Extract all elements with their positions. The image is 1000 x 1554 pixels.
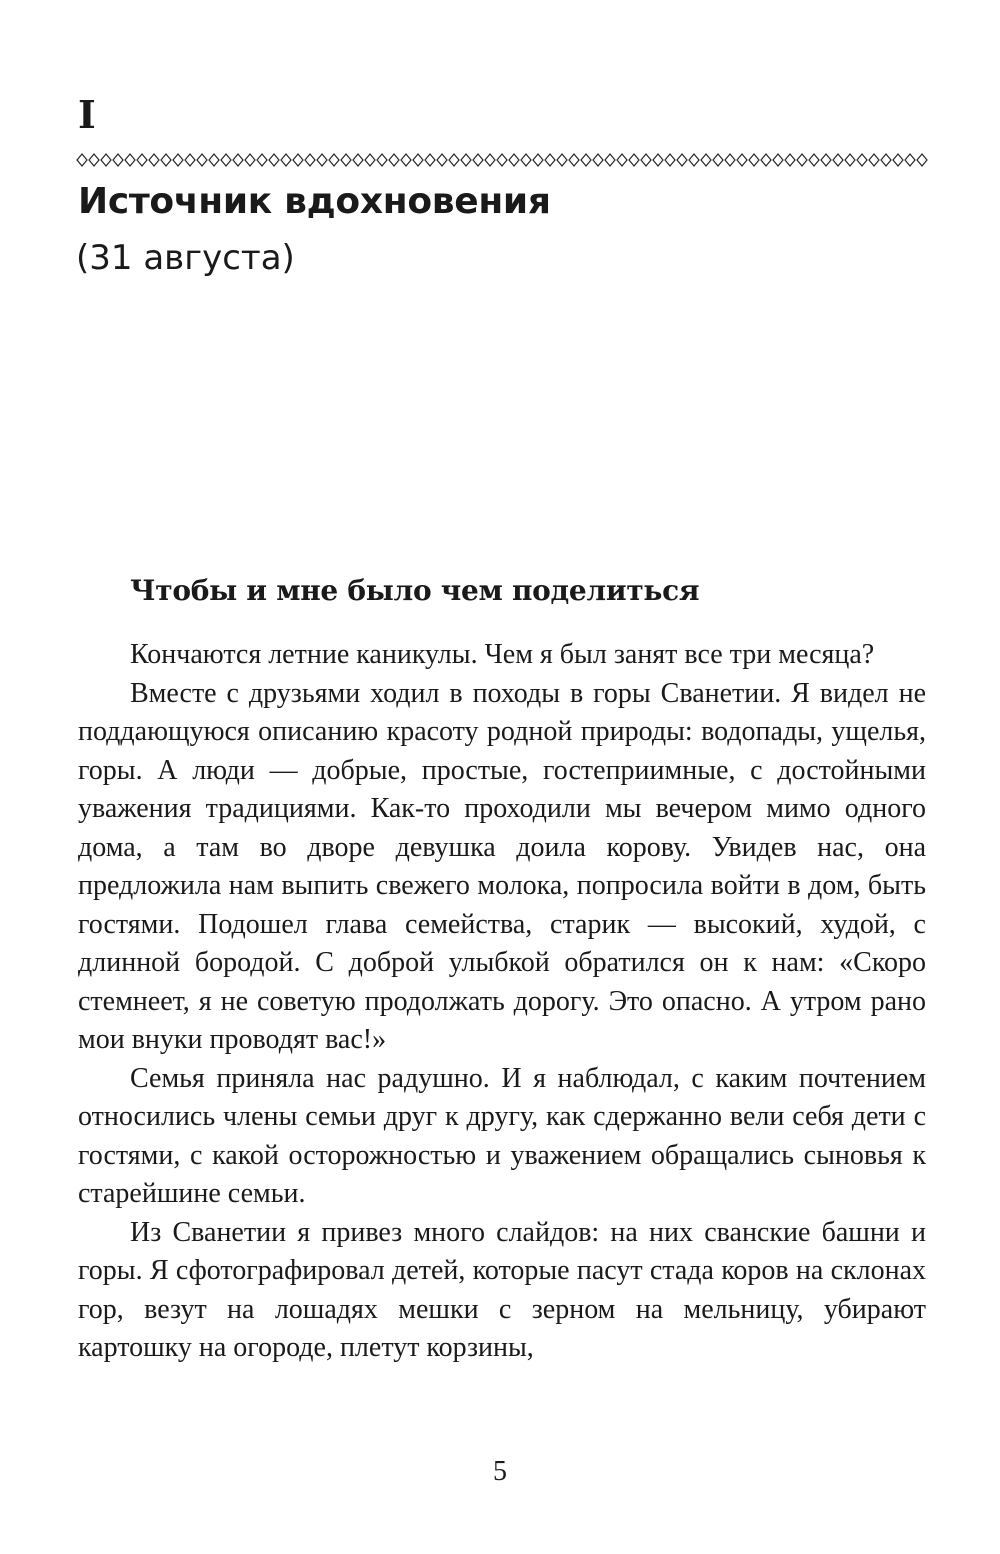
ornament-diamond — [881, 154, 891, 166]
page-number: 5 — [493, 1456, 507, 1487]
ornament-diamond — [185, 154, 195, 166]
ornament-diamond — [77, 154, 87, 166]
ornament-diamond — [113, 154, 123, 166]
ornament-diamond — [905, 154, 915, 166]
ornament-diamond — [473, 154, 483, 166]
paragraph: Из Сванетии я привез много слайдов: на них сванские башни и горы. Я сфотографировал детей, которые пасут стада коров на склонах гор, везут на лошадях мешки с зерном на мельницу, убирают картошку на огороде, плетут корзины, — [78, 1216, 926, 1363]
ornament-diamond — [749, 154, 759, 166]
ornament-diamond — [137, 154, 147, 166]
ornament-diamond — [857, 154, 867, 166]
ornament-diamond — [485, 154, 495, 166]
ornament-diamond — [89, 154, 99, 166]
ornament-diamond — [713, 154, 723, 166]
ornament-diamond — [677, 154, 687, 166]
ornament-diamond — [593, 154, 603, 166]
ornament-diamond — [605, 154, 615, 166]
ornament-diamond — [665, 154, 675, 166]
ornament-diamond — [365, 154, 375, 166]
ornament-diamond — [785, 154, 795, 166]
ornament-diamond — [437, 154, 447, 166]
ornament-diamond — [341, 154, 351, 166]
ornament-diamond — [257, 154, 267, 166]
ornament-diamond — [413, 154, 423, 166]
ornament-diamond — [233, 154, 243, 166]
ornament-diamond — [497, 154, 507, 166]
ornament-diamond — [809, 154, 819, 166]
ornament-diamond — [449, 154, 459, 166]
paragraph: Семья приняла нас радушно. И я наблюдал, с каким почтением относились члены семьи друг к другу, как сдержанно вели себя дети с гостями, с какой осторожностью и уважением обращались сыновья к старейшине семьи. — [78, 1062, 926, 1209]
ornament-diamond — [797, 154, 807, 166]
ornament-diamond — [317, 154, 327, 166]
ornament-diamond — [221, 154, 231, 166]
ornamental-divider — [76, 152, 928, 168]
chapter-date: (31 августа) — [76, 238, 295, 278]
ornament-diamond — [641, 154, 651, 166]
ornament-diamond — [557, 154, 567, 166]
paragraph: Кончаются летние каникулы. Чем я был занят все три месяца? — [130, 639, 875, 670]
ornament-diamond — [653, 154, 663, 166]
body-text — [78, 636, 926, 1368]
chapter-title: Источник вдохновения — [78, 181, 551, 222]
ornament-diamond — [545, 154, 555, 166]
ornament-diamond — [329, 154, 339, 166]
ornament-diamond — [689, 154, 699, 166]
ornament-diamond — [761, 154, 771, 166]
ornament-diamond — [893, 154, 903, 166]
ornament-diamond — [377, 154, 387, 166]
ornament-diamond — [773, 154, 783, 166]
ornament-diamond — [869, 154, 879, 166]
ornament-diamond — [581, 154, 591, 166]
ornament-diamond — [101, 154, 111, 166]
chapter-number: I — [78, 92, 96, 137]
ornament-diamond — [509, 154, 519, 166]
ornament-diamond — [629, 154, 639, 166]
ornament-diamond — [149, 154, 159, 166]
ornament-diamond — [821, 154, 831, 166]
paragraph: Вместе с друзьями ходил в походы в горы Сванетии. Я видел не поддающуюся описанию красоту родной природы: водопады, ущелья, горы. А люди — добрые, простые, гостеприимные, с достойными уважения традициями. Как-то проходили мы вечером мимо одного дома, а там во дворе девушка доила корову. Увидев нас, она предложила нам выпить свежего молока, попросила войти в дом, быть гостями. Подошел глава семейства, старик — высокий, худой, с длинной бородой. С доброй улыбкой обратился он к нам: «Скоро стемнеет, я не советую продолжать дорогу. Это опасно. А утром рано мои внуки проводят вас!» — [78, 677, 926, 1055]
ornament-diamond — [533, 154, 543, 166]
ornament-diamond — [701, 154, 711, 166]
ornament-diamond — [389, 154, 399, 166]
ornament-diamond — [617, 154, 627, 166]
ornament-diamond — [269, 154, 279, 166]
ornament-diamond — [305, 154, 315, 166]
ornament-diamond — [173, 154, 183, 166]
ornament-diamond — [161, 154, 171, 166]
ornament-diamond — [209, 154, 219, 166]
ornament-diamond — [737, 154, 747, 166]
ornament-diamond — [917, 154, 927, 166]
ornament-diamond — [461, 154, 471, 166]
ornament-diamond — [569, 154, 579, 166]
ornament-diamond — [521, 154, 531, 166]
ornament-diamond — [353, 154, 363, 166]
ornament-diamond — [833, 154, 843, 166]
section-heading: Чтобы и мне было чем поделиться — [130, 574, 700, 607]
ornament-diamond — [293, 154, 303, 166]
ornament-diamond — [245, 154, 255, 166]
ornament-diamond — [401, 154, 411, 166]
ornament-diamond — [125, 154, 135, 166]
ornament-diamond — [425, 154, 435, 166]
ornament-diamond — [281, 154, 291, 166]
ornament-diamond — [197, 154, 207, 166]
ornament-diamond — [725, 154, 735, 166]
ornament-diamond — [845, 154, 855, 166]
